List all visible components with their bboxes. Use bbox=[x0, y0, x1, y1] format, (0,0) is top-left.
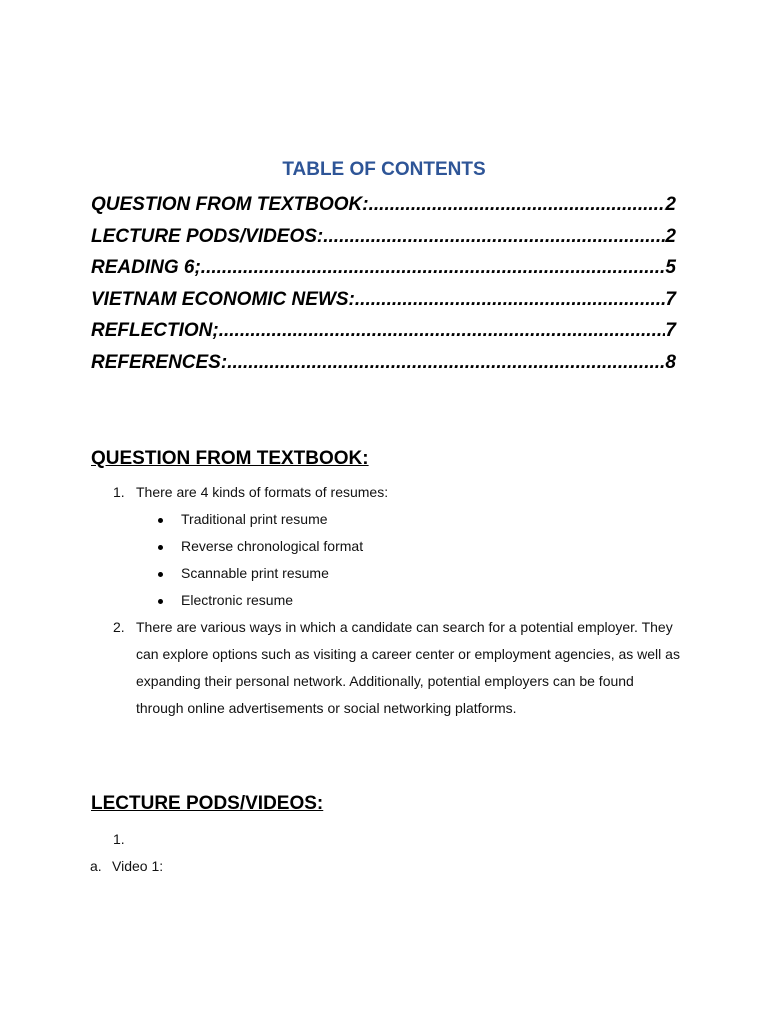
toc-entry-references[interactable] bbox=[91, 352, 676, 384]
toc-entry-page: 5 bbox=[665, 257, 676, 278]
toc-entry-page: 2 bbox=[665, 194, 676, 215]
toc-entry-page: 2 bbox=[665, 225, 676, 247]
subitem-text: Video 1: bbox=[112, 858, 164, 874]
toc-entry-label: REFERENCES: bbox=[91, 351, 228, 373]
toc-entry-label: REFLECTION; bbox=[91, 320, 219, 341]
bullet-text: Reverse chronological format bbox=[181, 538, 364, 554]
toc-leader-dots bbox=[323, 226, 665, 248]
bullet-icon bbox=[158, 518, 163, 523]
table-of-contents bbox=[91, 194, 676, 383]
bullet-text: Traditional print resume bbox=[181, 511, 328, 527]
bullet-item bbox=[0, 587, 768, 614]
list-item bbox=[0, 479, 768, 614]
bullet-item bbox=[0, 560, 768, 587]
list-number: 1. bbox=[113, 484, 125, 500]
toc-entry-page: 7 bbox=[665, 288, 676, 310]
resume-format-list bbox=[0, 506, 768, 614]
toc-entry-label: QUESTION FROM TEXTBOOK: bbox=[91, 194, 369, 215]
list-number: 2. bbox=[113, 619, 125, 635]
toc-entry-label: READING 6; bbox=[91, 257, 201, 278]
toc-leader-dots bbox=[201, 257, 666, 279]
list-item bbox=[0, 614, 768, 722]
toc-entry-page: 8 bbox=[665, 351, 676, 373]
toc-entry-reflection[interactable] bbox=[91, 320, 676, 352]
video-subitem bbox=[90, 853, 163, 880]
bullet-text: Scannable print resume bbox=[181, 565, 329, 581]
toc-entry-label: LECTURE PODS/VIDEOS: bbox=[91, 225, 324, 247]
textbook-answer-list bbox=[0, 479, 768, 722]
section-heading-textbook: QUESTION FROM TEXTBOOK: bbox=[91, 448, 369, 469]
toc-entry-textbook[interactable] bbox=[91, 194, 676, 226]
toc-leader-dots bbox=[355, 289, 666, 311]
bullet-item bbox=[0, 506, 768, 533]
toc-entry-page: 7 bbox=[665, 320, 676, 341]
toc-leader-dots bbox=[369, 194, 666, 216]
list-item-text: There are various ways in which a candidate can search for a potential employer. They can explore options such as visiting a career center or employment agencies, as well as expanding their personal network. Additionally, potential employers can be found through online advertisements or social networking platforms. bbox=[136, 619, 680, 716]
toc-entry-news[interactable] bbox=[91, 289, 676, 321]
toc-leader-dots bbox=[227, 352, 665, 374]
subitem-letter: a. bbox=[90, 858, 102, 874]
section-heading-lecture: LECTURE PODS/VIDEOS: bbox=[91, 793, 324, 814]
bullet-icon bbox=[158, 599, 163, 604]
toc-entry-lecture[interactable] bbox=[91, 226, 676, 258]
toc-title: TABLE OF CONTENTS bbox=[282, 159, 486, 180]
toc-entry-reading[interactable] bbox=[91, 257, 676, 289]
lecture-list-number: 1. bbox=[113, 831, 125, 847]
list-item-text: There are 4 kinds of formats of resumes: bbox=[136, 484, 389, 500]
toc-leader-dots bbox=[219, 320, 666, 342]
toc-entry-label: VIETNAM ECONOMIC NEWS: bbox=[91, 288, 355, 310]
bullet-item bbox=[0, 533, 768, 560]
bullet-icon bbox=[158, 545, 163, 550]
bullet-text: Electronic resume bbox=[181, 592, 294, 608]
bullet-icon bbox=[158, 572, 163, 577]
